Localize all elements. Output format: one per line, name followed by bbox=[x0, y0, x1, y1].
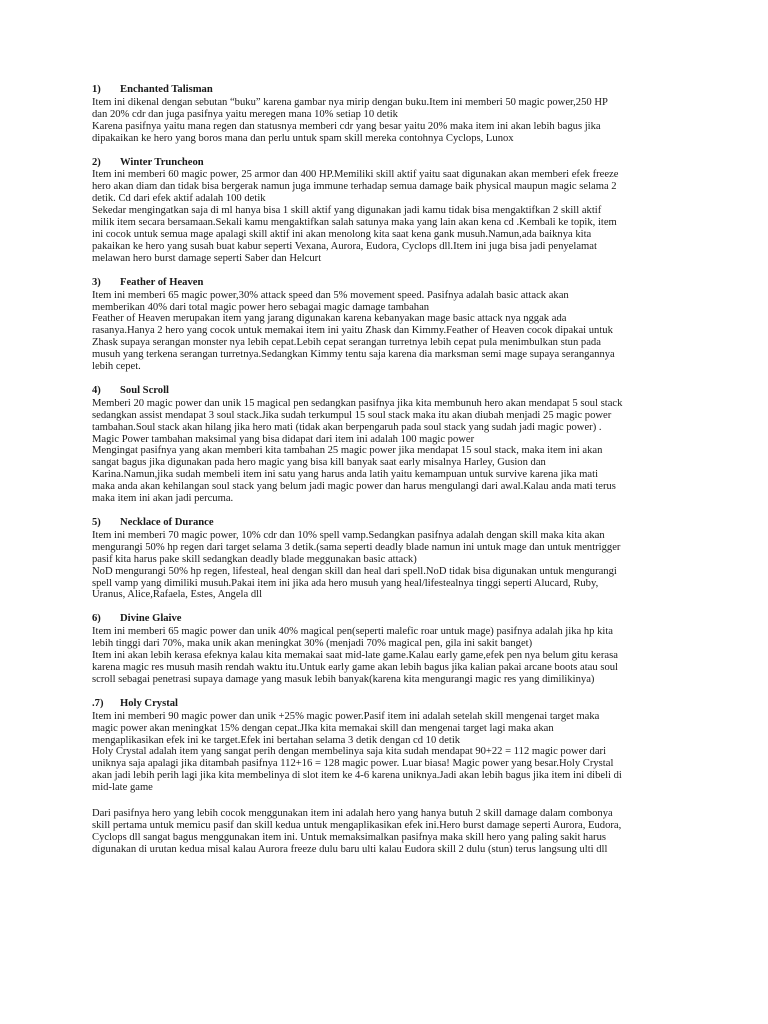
paragraph-line: scroll sebagai penetrasi supaya damage yang masuk lebih banyak(karena kita mengurangi magic res yang dimilikinya) bbox=[92, 673, 595, 685]
section-title: Divine Glaive bbox=[120, 613, 182, 625]
paragraph-line: Magic Power tambahan maksimal yang bisa didapat dari item ini adalah 100 magic power bbox=[92, 433, 475, 445]
paragraph-line: Sekedar mengingatkan saja di ml hanya bisa 1 skill aktif yang digunakan jadi kamu tidak bisa mengaktifkan 2 skill aktif bbox=[92, 205, 602, 217]
paragraph-line: Item ini dikenal dengan sebutan “buku” karena gambar nya mirip dengan buku.Item ini memberi 50 magic power,250 HP bbox=[92, 96, 608, 108]
section-heading bbox=[92, 277, 678, 289]
section-number: 4) bbox=[92, 384, 101, 396]
paragraph-line: melawan hero burst damage seperti Saber dan Helcurt bbox=[92, 252, 322, 264]
section-feather-of-heaven bbox=[92, 277, 678, 373]
section-heading bbox=[92, 157, 678, 169]
paragraph-line: karena magic res musuh masih rendah waktu itu.Untuk early game akan lebih bagus jika kalian pakai arcane boots atau soul bbox=[92, 661, 618, 673]
section-enchanted-talisman bbox=[92, 84, 678, 145]
paragraph-line: Dari pasifnya hero yang lebih cocok menggunakan item ini adalah hero yang hanya butuh 2 skill damage dalam combonya bbox=[92, 808, 613, 820]
paragraph-line: maka item ini akan jadi percuma. bbox=[92, 493, 234, 505]
paragraph-line: musuh yang terkena serangan turretnya.Sedangkan Kimmy tentu saja karena dia marksman semi mage supaya serangannya bbox=[92, 349, 615, 361]
paragraph-line: memberikan 40% dari total magic power hero sebagai magic damage tambahan bbox=[92, 301, 430, 313]
paragraph-line: sedangkan assist mendapat 3 soul stack.Jika sudah terkumpul 15 soul stack maka itu akan diubah menjadi 25 magic power bbox=[92, 409, 612, 421]
paragraph-line: digunakan di urutan kedua misal kalau Aurora freeze dulu baru ulti kalau Eudora skill 2 dulu (stun) terus langsung ulti dll bbox=[92, 843, 608, 855]
section-number: 2) bbox=[92, 156, 101, 168]
section-title: Enchanted Talisman bbox=[120, 84, 213, 95]
paragraph-line: rasanya.Hanya 2 hero yang cocok untuk memakai item ini yaitu Zhask dan Kimmy.Feather of Heaven cocok dipakai untuk bbox=[92, 325, 613, 337]
paragraph-line: mengaplikasikan efek ini ke target.Efek ini bertahan selama 3 detik dengan cd 10 detik bbox=[92, 734, 461, 746]
paragraph-line: Mengingat pasifnya yang akan memberi kita tambahan 25 magic power jika mendapat 15 soul stack, maka item ini akan bbox=[92, 445, 603, 457]
paragraph-line: hero akan diam dan tidak bisa bergerak namun juga immune terhadap semua damage baik physical maupun magic selama 2 bbox=[92, 181, 617, 193]
paragraph-line: Karena pasifnya yaitu mana regen dan statusnya memberi cdr yang besar yaitu 20% maka item ini akan lebih bagus jika bbox=[92, 120, 601, 132]
paragraph-line: Feather of Heaven merupakan item yang jarang digunakan karena kebanyakan mage basic attack nya nggak ada bbox=[92, 313, 567, 325]
paragraph-line: sangat bagus jika digunakan pada hero magic yang bisa kill banyak saat early misalnya Harley, Gusion dan bbox=[92, 457, 546, 469]
paragraph-line: Item ini akan lebih kerasa efeknya kalau kita memakai saat mid-late game.Kalau early game,efek pen nya belum gitu kerasa bbox=[92, 650, 618, 662]
paragraph-line: pakaikan ke hero yang susah buat kabur seperti Vexana, Aurora, Eudora, Cyclops dll.Item ini juga bisa jadi penyelamat bbox=[92, 240, 597, 252]
paragraph-line: Item ini memberi 65 magic power dan unik 40% magical pen(seperti malefic roar untuk mage) pasifnya adalah jika hp kita bbox=[92, 626, 613, 638]
section-heading bbox=[92, 517, 678, 529]
section-number: 1) bbox=[92, 84, 101, 95]
paragraph-line: akan jadi lebih perih lagi jika kita membelinya di slot item ke 4-6 karena uniknya.Jadi akan lebih bagus jika item ini dibeli di bbox=[92, 770, 622, 782]
paragraph-line: Zhask supaya serangan monster nya lebih cepat.Lebih cepat serangan turretnya lebih cepat pula menimbulkan stun pada bbox=[92, 337, 601, 349]
paragraph-line: pasif kita harus pake skill sedangkan deadly blade meggunakan basic attack) bbox=[92, 553, 417, 565]
paragraph-line: NoD mengurangi 50% hp regen, lifesteal, heal dengan skill dan heal dari spell.NoD tidak bisa digunakan untuk mengurangi bbox=[92, 565, 617, 577]
section-winter-truncheon bbox=[92, 157, 678, 265]
section-soul-scroll bbox=[92, 385, 678, 505]
paragraph-line: dipakaikan ke hero yang boros mana dan perlu untuk spam skill mereka contohnya Cyclops, Lunox bbox=[92, 132, 514, 144]
paragraph-line: Item ini memberi 90 magic power dan unik +25% magic power.Pasif item ini adalah setelah skill mengenai target maka bbox=[92, 710, 600, 722]
section-title: Necklace of Durance bbox=[120, 517, 214, 528]
paragraph-line: Karina.Namun,jika sudah membeli item ini satu yang harus anda latih yaitu kemampuan untuk survive karena jika mati bbox=[92, 469, 599, 481]
paragraph-line: lebih cepet. bbox=[92, 361, 141, 373]
paragraph-line: spell vamp yang dimiliki musuh.Pakai item ini jika ada hero musuh yang heal/lifestealnya tinggi seperti Alucard, Ruby, bbox=[92, 577, 599, 589]
section-necklace-of-durance bbox=[92, 517, 678, 601]
paragraph-line: Holy Crystal adalah item yang sangat perih dengan membelinya saja kita sudah mendapat 90+22 = 112 magic power dari bbox=[92, 746, 607, 758]
paragraph-line: detik. Cd dari efek aktif adalah 100 detik bbox=[92, 193, 266, 205]
paragraph-line: Cyclops dll sangat bagus menggunakan item ini. Untuk memaksimalkan pasifnya maka skill hero yang paling sakit harus bbox=[92, 831, 606, 843]
section-number: 6) bbox=[92, 613, 101, 625]
section-number: 5) bbox=[92, 517, 101, 528]
section-heading bbox=[92, 613, 678, 625]
paragraph-line: Item ini memberi 70 magic power, 10% cdr dan 10% spell vamp.Sedangkan pasifnya adalah dengan skill maka kita akan bbox=[92, 529, 605, 541]
section-title: Holy Crystal bbox=[120, 697, 178, 709]
closing-paragraph bbox=[92, 808, 678, 856]
paragraph-line: dan 20% cdr dan juga pasifnya yaitu meregen mana 10% setiap 10 detik bbox=[92, 108, 398, 120]
section-heading bbox=[92, 84, 678, 96]
paragraph-line: mengurangi 50% hp regen dari target selama 3 detik.(sama seperti deadly blade namun ini untuk mage dan untuk mentrigger bbox=[92, 541, 621, 553]
paragraph-line: ini cocok untuk semua mage apalagi skill aktif ini akan menolong kita saat kena gank musuh.Namun,ada baiknya kita bbox=[92, 228, 592, 240]
paragraph-line: Uranus, Alice,Rafaela, Estes, Angela dll bbox=[92, 589, 263, 601]
section-holy-crystal bbox=[92, 698, 678, 794]
paragraph-line: maka anda akan kehilangan soul stack yang belum jadi magic power dan harus mengulangi dari awal.Kalau anda mati terus bbox=[92, 481, 616, 493]
section-title: Winter Truncheon bbox=[120, 156, 204, 168]
paragraph-line: magic power akan meningkat 15% dengan cepat.JIka kita memakai skill dan mengenai target lagi maka akan bbox=[92, 722, 554, 734]
paragraph-line: lebih tinggi dari 70%, maka unik akan meningkat 30% (menjadi 70% magical pen, gila ini sakit banget) bbox=[92, 638, 533, 650]
paragraph-line: Item ini memberi 65 magic power,30% attack speed dan 5% movement speed. Pasifnya adalah basic attack akan bbox=[92, 289, 569, 301]
paragraph-line: milik item secara bersamaan.Sekali kamu mengaktifkan salah satunya maka yang lain akan kena cd .Kembali ke topik, item bbox=[92, 217, 617, 229]
section-heading bbox=[92, 698, 678, 710]
section-number: .7) bbox=[92, 697, 104, 709]
section-title: Soul Scroll bbox=[120, 384, 169, 396]
paragraph-line: Memberi 20 magic power dan unik 15 magical pen sedangkan pasifnya jika kita membunuh hero akan mendapat 5 soul stack bbox=[92, 397, 623, 409]
paragraph-line: uniknya saja apalagi jika ditambah pasifnya 112+16 = 128 magic power. Luar biasa! Magic power yang besar.Holy Crystal bbox=[92, 758, 614, 770]
section-title: Feather of Heaven bbox=[120, 276, 204, 288]
paragraph-line: skill pertama untuk memicu pasif dan skill kedua untuk mengaplikasikan efek ini.Hero burst damage seperti Aurora, Eudora, bbox=[92, 819, 622, 831]
paragraph-line: mid-late game bbox=[92, 782, 153, 794]
paragraph-line: Item ini memberi 60 magic power, 25 armor dan 400 HP.Memiliki skill aktif yaitu saat digunakan akan memberi efek freeze bbox=[92, 169, 619, 181]
paragraph-line: tambahan.Soul stack akan hilang jika hero mati (tidak akan berpengaruh pada soul stack yang sudah jadi magic power) . bbox=[92, 421, 602, 433]
section-number: 3) bbox=[92, 276, 101, 288]
section-heading bbox=[92, 385, 678, 397]
section-divine-glaive bbox=[92, 613, 678, 685]
